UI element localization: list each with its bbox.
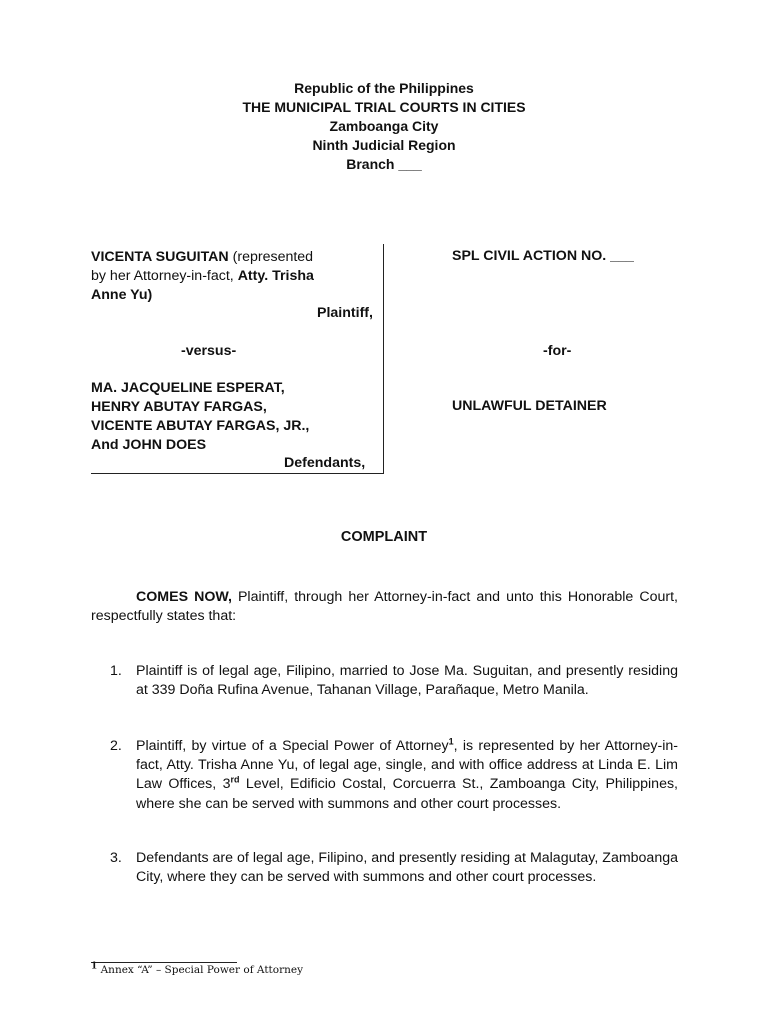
plaintiff-label: Plaintiff, — [317, 305, 373, 321]
ordinal-suffix: rd — [230, 774, 240, 785]
item-text: Defendants are of legal age, Filipino, and presently residing at Malagutay, Zamboanga City, where they can be served with summons and other court processes. — [136, 850, 678, 886]
footnote-marker: 1 — [91, 961, 98, 972]
defendant-3: VICENTE ABUTAY FARGAS, JR., — [91, 418, 310, 434]
header-branch: Branch ___ — [346, 156, 422, 172]
item-text: Plaintiff is of legal age, Filipino, married to Jose Ma. Suguitan, and presently residing at 339 Doña Rufina Avenue, Tahanan Village, Parañaque, Metro Manila. — [136, 663, 678, 699]
for-label: -for- — [543, 343, 572, 359]
document-title: COMPLAINT — [340, 529, 428, 545]
item-number: 3. — [110, 850, 122, 866]
item-text-part-c: Level, Edificio Costal, Corcuerra St., Zamboanga City, Philippines, where she can be served with summons and other court processes. — [136, 776, 679, 812]
plaintiff-line-2 — [91, 267, 377, 286]
footnote-rule — [91, 962, 237, 963]
caption-bottom-rule — [91, 473, 384, 474]
intro-paragraph — [91, 588, 678, 626]
attorney-name-1: Atty. Trisha — [237, 268, 314, 284]
represented-text-2: by her Attorney-in-fact, — [91, 268, 234, 284]
intro-text: Plaintiff, through her Attorney-in-fact and unto this Honorable Court, respectfully states that: — [91, 589, 678, 624]
item-text — [136, 737, 678, 814]
attorney-name-2: Anne Yu) — [91, 287, 153, 303]
defendants-label: Defendants, — [284, 455, 366, 471]
defendant-1: MA. JACQUELINE ESPERAT, — [91, 380, 285, 396]
numbered-item-2 — [110, 737, 678, 814]
court-header — [0, 79, 768, 174]
caption-vertical-rule — [383, 244, 384, 474]
numbered-item-3 — [110, 849, 678, 887]
defendant-4: And JOHN DOES — [91, 437, 207, 453]
represented-text-1: (represented — [232, 249, 314, 265]
header-region: Ninth Judicial Region — [312, 137, 456, 153]
header-court: THE MUNICIPAL TRIAL COURTS IN CITIES — [242, 99, 526, 115]
footnote — [91, 961, 304, 976]
case-number: SPL CIVIL ACTION NO. ___ — [452, 248, 634, 264]
plaintiff-name: VICENTA SUGUITAN — [91, 249, 229, 265]
defendants-list — [91, 379, 309, 455]
header-republic: Republic of the Philippines — [294, 80, 474, 96]
header-city: Zamboanga City — [329, 118, 439, 134]
item-number: 2. — [110, 738, 122, 754]
versus-label: -versus- — [181, 343, 237, 359]
intro-lead: COMES NOW, — [136, 589, 232, 605]
plaintiff-line-1 — [91, 248, 377, 267]
caption-parties — [91, 248, 377, 305]
item-text-part-b: , is represented by her Attorney-in-fact, Atty. Trisha Anne Yu, of legal age, single, and with office address at Linda E. Lim Law Offices, 3 — [136, 738, 678, 793]
case-nature: UNLAWFUL DETAINER — [452, 398, 607, 414]
defendant-2: HENRY ABUTAY FARGAS, — [91, 399, 267, 415]
item-text-part-a: Plaintiff, by virtue of a Special Power of Attorney — [136, 738, 449, 754]
footnote-text: Annex “A” – Special Power of Attorney — [97, 964, 304, 976]
item-number: 1. — [110, 663, 122, 679]
numbered-item-1 — [110, 662, 678, 700]
footnote-ref: 1 — [448, 736, 454, 747]
